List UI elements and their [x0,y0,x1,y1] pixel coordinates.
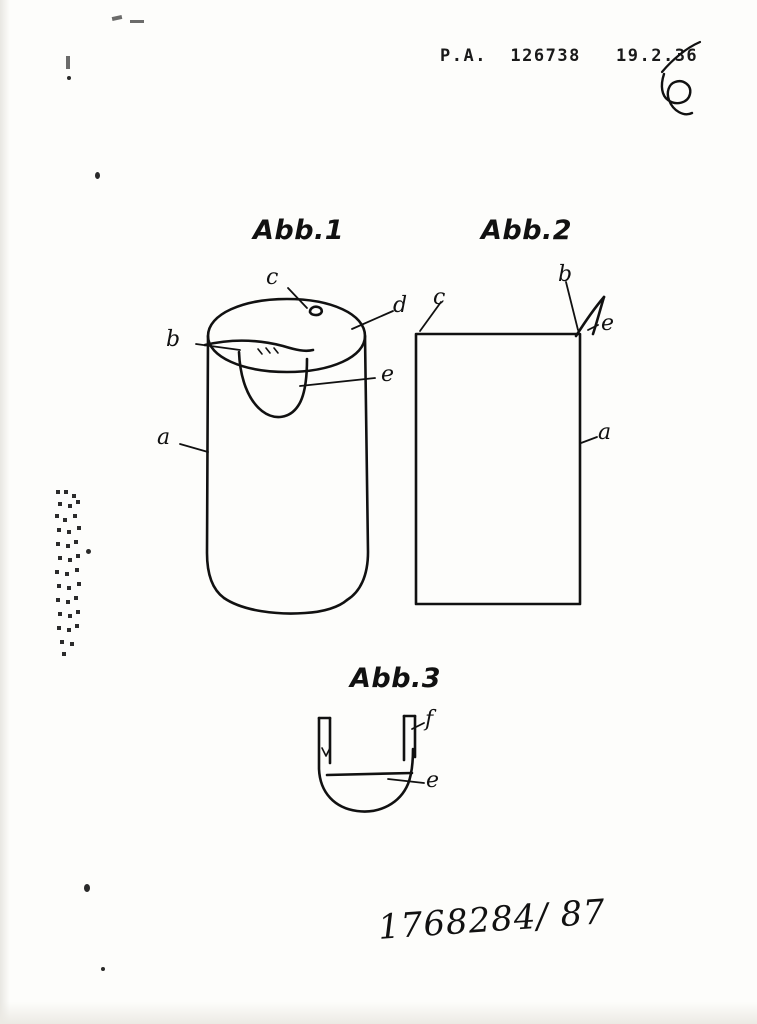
callout-abb1-e: e [381,362,395,387]
figure-label-abb2: Abb.2 [481,215,573,246]
callout-abb3-e: e [426,768,440,793]
callout-abb1-c: c [266,265,279,290]
callout-abb3-f: f [425,707,434,732]
patent-header-stamp: P.A. 126738 19.2.36 [440,46,699,66]
figure-label-abb1: Abb.1 [253,215,345,246]
handwritten-serial-annotation: 1768284/ 87 [376,892,608,948]
callout-abb1-d: d [393,293,408,318]
callout-abb1-a: a [157,425,171,450]
callout-abb2-b: b [558,262,573,287]
callout-abb1-b: b [166,327,181,352]
callout-abb2-c: c [433,285,446,310]
figure-label-abb3: Abb.3 [350,663,442,694]
callout-abb2-a: a [598,420,612,445]
callout-abb2-e: e [601,311,615,336]
